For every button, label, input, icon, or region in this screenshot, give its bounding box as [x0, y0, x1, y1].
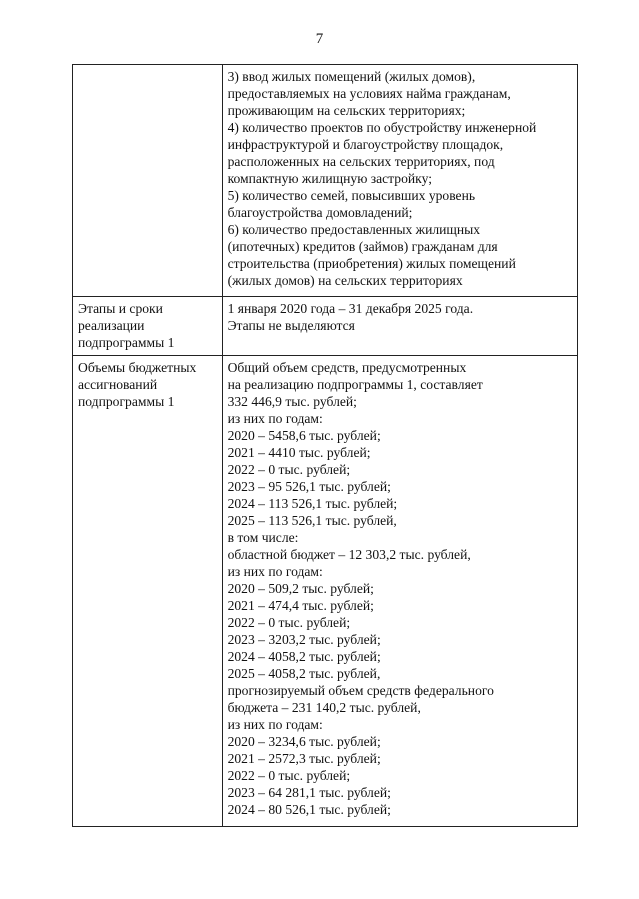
text-line: 2022 – 0 тыс. рублей; — [227, 615, 351, 630]
text-line: в том числе: — [227, 530, 299, 545]
row-label-line: реализации — [78, 318, 145, 333]
passport-table — [72, 64, 578, 827]
text-line: предоставляемых на условиях найма гражданам, — [227, 86, 511, 101]
text-line: 2024 – 80 526,1 тыс. рублей; — [227, 802, 391, 817]
text-line: (жилых домов) на сельских территориях — [227, 273, 463, 288]
text-line: 2020 – 509,2 тыс. рублей; — [227, 581, 374, 596]
text-line: 2025 – 4058,2 тыс. рублей, — [227, 666, 381, 681]
periods-cell — [222, 297, 577, 356]
text-line: 6) количество предоставленных жилищных — [227, 222, 481, 237]
text-line: на реализацию подпрограммы 1, составляет — [227, 377, 483, 392]
text-line: 2023 – 3203,2 тыс. рублей; — [227, 632, 381, 647]
text-line: бюджета – 231 140,2 тыс. рублей, — [227, 700, 421, 715]
table-row — [73, 356, 578, 827]
budget-cell — [222, 356, 577, 827]
text-line: из них по годам: — [227, 717, 323, 732]
page-number: 7 — [315, 31, 324, 47]
row-label-line: ассигнований — [78, 377, 158, 392]
text-line: из них по годам: — [227, 411, 323, 426]
text-line: Этапы не выделяются — [227, 318, 355, 333]
text-line: 2023 – 95 526,1 тыс. рублей; — [227, 479, 391, 494]
text-line: 2023 – 64 281,1 тыс. рублей; — [227, 785, 391, 800]
text-line: 2021 – 474,4 тыс. рублей; — [227, 598, 374, 613]
text-line: 332 446,9 тыс. рублей; — [227, 394, 357, 409]
text-line: 3) ввод жилых помещений (жилых домов), — [227, 69, 476, 84]
text-line: 2021 – 2572,3 тыс. рублей; — [227, 751, 381, 766]
text-line: инфраструктурой и благоустройству площадок, — [227, 137, 504, 152]
text-line: 2024 – 113 526,1 тыс. рублей; — [227, 496, 398, 511]
text-line: (ипотечных) кредитов (займов) гражданам для — [227, 239, 498, 254]
text-line: 2021 – 4410 тыс. рублей; — [227, 445, 371, 460]
table-row — [73, 297, 578, 356]
text-line: 2020 – 3234,6 тыс. рублей; — [227, 734, 381, 749]
row-label-line: Этапы и сроки — [78, 301, 163, 316]
text-line: проживающим на сельских территориях; — [227, 103, 466, 118]
indicators-cell — [222, 65, 577, 297]
table-row — [73, 65, 578, 297]
text-line: 5) количество семей, повысивших уровень — [227, 188, 476, 203]
text-line: 4) количество проектов по обустройству инженерной — [227, 120, 537, 135]
text-line: 1 января 2020 года – 31 декабря 2025 года. — [227, 301, 474, 316]
text-line: благоустройства домовладений; — [227, 205, 413, 220]
row-label-line: подпрограммы 1 — [78, 394, 175, 409]
text-line: из них по годам: — [227, 564, 323, 579]
text-line: 2022 – 0 тыс. рублей; — [227, 768, 351, 783]
row-label-cell — [73, 297, 223, 356]
row-label-line: Объемы бюджетных — [78, 360, 197, 375]
text-line: 2024 – 4058,2 тыс. рублей; — [227, 649, 381, 664]
text-line: 2022 – 0 тыс. рублей; — [227, 462, 351, 477]
text-line: 2025 – 113 526,1 тыс. рублей, — [227, 513, 397, 528]
text-line: 2020 – 5458,6 тыс. рублей; — [227, 428, 381, 443]
text-line: строительства (приобретения) жилых помещений — [227, 256, 516, 271]
row-label-line: подпрограммы 1 — [78, 335, 175, 350]
row-label-cell — [73, 356, 223, 827]
text-line: расположенных на сельских территориях, под — [227, 154, 495, 169]
text-line: компактную жилищную застройку; — [227, 171, 432, 186]
text-line: прогнозируемый объем средств федерального — [227, 683, 494, 698]
row-label-cell — [73, 65, 223, 297]
text-line: областной бюджет – 12 303,2 тыс. рублей, — [227, 547, 471, 562]
text-line: Общий объем средств, предусмотренных — [227, 360, 467, 375]
